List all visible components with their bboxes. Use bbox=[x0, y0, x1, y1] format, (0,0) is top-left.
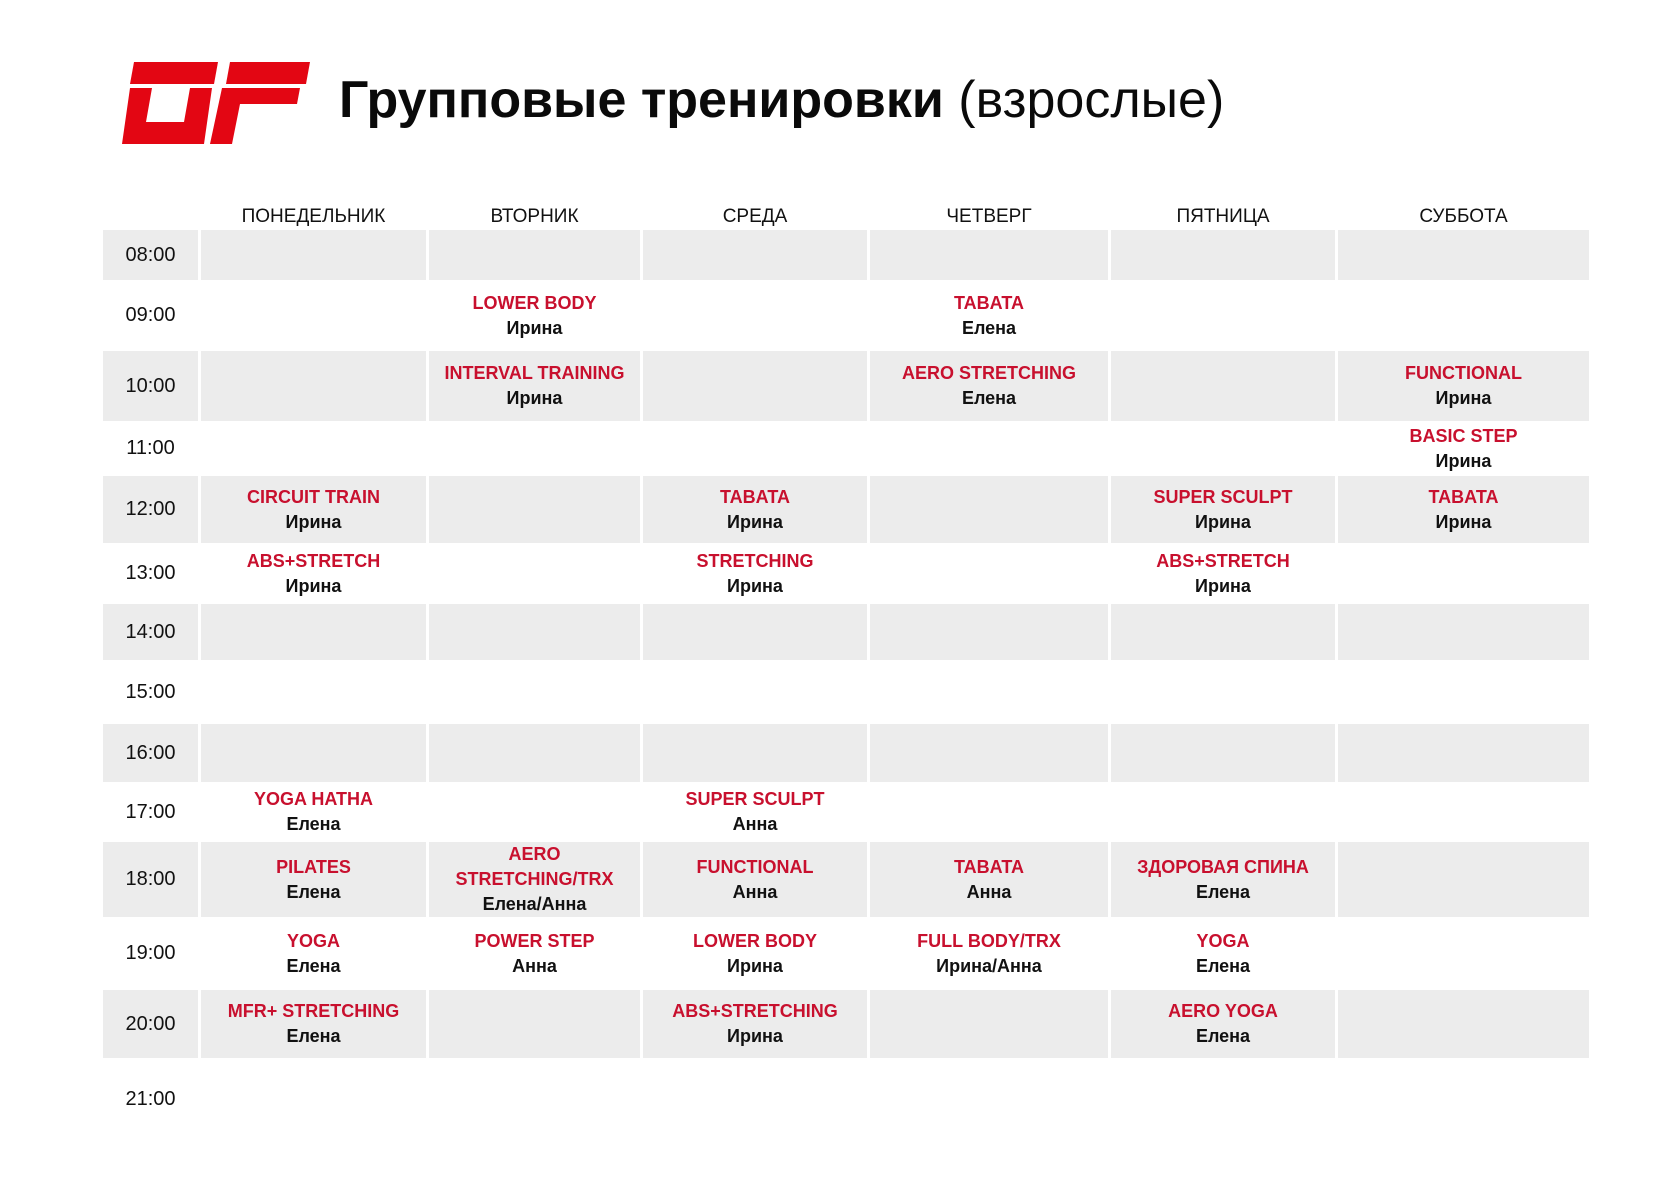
trainer-name: Елена bbox=[1195, 1026, 1251, 1046]
schedule-cell bbox=[643, 230, 867, 280]
trainer-name: Елена bbox=[1195, 955, 1251, 976]
class-name: SUPER SCULPT bbox=[1153, 486, 1293, 507]
schedule-cell[interactable] bbox=[201, 476, 426, 543]
time-slot-row bbox=[103, 782, 1589, 842]
class-name: TABATA bbox=[954, 856, 1024, 877]
schedule-cell bbox=[1338, 1058, 1589, 1141]
schedule-cell bbox=[870, 782, 1108, 842]
schedule-cell bbox=[1111, 230, 1335, 280]
schedule-cell[interactable] bbox=[1111, 476, 1335, 543]
schedule-cell bbox=[870, 543, 1108, 604]
time-label: 14:00 bbox=[103, 604, 198, 660]
trainer-name: Анна bbox=[512, 955, 557, 976]
class-name: BASIC STEP bbox=[1409, 425, 1518, 446]
class-name: TABATA bbox=[954, 292, 1024, 313]
trainer-name: Ирина bbox=[285, 575, 342, 596]
schedule-cell bbox=[1111, 1058, 1335, 1141]
schedule-cell bbox=[1338, 842, 1589, 917]
schedule-cell bbox=[643, 421, 867, 476]
schedule-cell bbox=[201, 1058, 426, 1141]
day-header: СРЕДА bbox=[722, 206, 788, 227]
trainer-name: Ирина bbox=[727, 1026, 783, 1046]
trainer-name: Елена bbox=[286, 1026, 341, 1046]
schedule-cell[interactable] bbox=[201, 990, 426, 1058]
schedule-cell bbox=[1111, 660, 1335, 724]
schedule-cell bbox=[429, 724, 640, 782]
schedule-cell bbox=[429, 476, 640, 543]
time-label: 09:00 bbox=[125, 304, 176, 326]
class-name: TABATA bbox=[1428, 486, 1499, 507]
trainer-name: Ирина bbox=[727, 511, 783, 532]
schedule-cell bbox=[429, 1058, 640, 1141]
schedule-cell bbox=[643, 351, 867, 421]
time-slot-row bbox=[103, 476, 1589, 543]
trainer-name: Анна bbox=[732, 881, 778, 902]
schedule-cell bbox=[643, 280, 867, 351]
time-label: 13:00 bbox=[125, 562, 176, 584]
time-label: 18:00 bbox=[103, 842, 198, 917]
schedule-cell bbox=[1338, 543, 1589, 604]
schedule-cell[interactable] bbox=[870, 351, 1108, 421]
class-name: POWER STEP bbox=[474, 930, 595, 951]
time-slot-row bbox=[103, 917, 1589, 990]
trainer-name: Елена/Анна bbox=[482, 894, 587, 914]
trainer-name: Ирина bbox=[1435, 450, 1492, 471]
time-label: 21:00 bbox=[125, 1088, 176, 1110]
trainer-name: Елена bbox=[1195, 881, 1251, 902]
schedule-cell[interactable] bbox=[1111, 917, 1335, 990]
class-name: ABS+STRETCHING bbox=[672, 1001, 838, 1021]
day-header: СУББОТА bbox=[1419, 206, 1508, 227]
day-header: ПОНЕДЕЛЬНИК bbox=[241, 206, 386, 227]
class-name: FULL BODY/TRX bbox=[917, 930, 1061, 951]
schedule-cell bbox=[201, 280, 426, 351]
schedule-cell[interactable] bbox=[870, 280, 1108, 351]
schedule-cell bbox=[870, 660, 1108, 724]
schedule-cell bbox=[201, 421, 426, 476]
schedule-cell bbox=[429, 543, 640, 604]
schedule-cell[interactable] bbox=[643, 842, 867, 917]
time-label: 12:00 bbox=[103, 476, 198, 543]
schedule-cell bbox=[643, 1058, 867, 1141]
time-slot-row bbox=[103, 1058, 1589, 1141]
trainer-name: Ирина bbox=[727, 575, 783, 596]
schedule-cell bbox=[1338, 280, 1589, 351]
time-slot-row bbox=[103, 230, 1589, 280]
schedule-cell[interactable] bbox=[1111, 842, 1335, 917]
trainer-name: Елена bbox=[286, 814, 341, 834]
class-name: SUPER SCULPT bbox=[685, 789, 825, 809]
time-label: 08:00 bbox=[103, 230, 198, 280]
schedule-cell bbox=[870, 421, 1108, 476]
schedule-cell[interactable] bbox=[1111, 990, 1335, 1058]
schedule-cell bbox=[1338, 782, 1589, 842]
page-title-main: Групповые тренировки bbox=[339, 71, 944, 129]
schedule-cell bbox=[870, 604, 1108, 660]
schedule-cell bbox=[429, 782, 640, 842]
time-label: 11:00 bbox=[126, 437, 175, 459]
schedule-cell[interactable] bbox=[201, 917, 426, 990]
trainer-name: Елена bbox=[961, 317, 1017, 338]
page-title bbox=[339, 66, 1224, 134]
class-name: CIRCUIT TRAIN bbox=[247, 486, 380, 507]
class-name: ABS+STRETCH bbox=[246, 550, 381, 571]
schedule-cell[interactable] bbox=[1338, 421, 1589, 476]
schedule-cell[interactable] bbox=[201, 543, 426, 604]
trainer-name: Ирина bbox=[1435, 388, 1492, 408]
time-slot-row bbox=[103, 990, 1589, 1058]
schedule-cell[interactable] bbox=[201, 782, 426, 842]
schedule-cell[interactable] bbox=[1111, 543, 1335, 604]
schedule-cell[interactable] bbox=[643, 917, 867, 990]
class-name: FUNCTIONAL bbox=[696, 856, 814, 877]
schedule-cell bbox=[870, 724, 1108, 782]
schedule-cell[interactable] bbox=[1338, 351, 1589, 421]
schedule-cell[interactable] bbox=[643, 782, 867, 842]
schedule-header bbox=[103, 198, 1589, 230]
trainer-name: Ирина bbox=[285, 511, 342, 532]
schedule-cell[interactable] bbox=[429, 351, 640, 421]
schedule-cell bbox=[1338, 660, 1589, 724]
time-slot-row bbox=[103, 660, 1589, 724]
schedule-cell bbox=[1338, 724, 1589, 782]
class-name: INTERVAL TRAINING bbox=[444, 363, 625, 383]
schedule-cell bbox=[1338, 990, 1589, 1058]
time-label: 20:00 bbox=[103, 990, 198, 1058]
class-name: AERO STRETCHING bbox=[901, 363, 1076, 383]
schedule-cell bbox=[870, 990, 1108, 1058]
page-title-suffix: (взрослые) bbox=[958, 71, 1225, 129]
schedule-cell bbox=[201, 660, 426, 724]
schedule-cell[interactable] bbox=[870, 842, 1108, 917]
time-label: 17:00 bbox=[125, 800, 176, 823]
class-name: AERO YOGA bbox=[1168, 1001, 1278, 1021]
schedule-table bbox=[100, 198, 1592, 1141]
schedule-cell bbox=[643, 660, 867, 724]
brand-logo bbox=[122, 62, 310, 144]
schedule-cell bbox=[870, 476, 1108, 543]
trainer-name: Ирина bbox=[1195, 511, 1251, 532]
schedule-cell bbox=[1111, 421, 1335, 476]
schedule-cell bbox=[429, 990, 640, 1058]
trainer-name: Ирина/Анна bbox=[936, 955, 1042, 976]
schedule-cell bbox=[201, 230, 426, 280]
time-slot-row bbox=[103, 351, 1589, 421]
trainer-name: Ирина bbox=[1435, 511, 1492, 532]
day-header: ПЯТНИЦА bbox=[1176, 206, 1270, 227]
time-label: 15:00 bbox=[125, 680, 176, 703]
trainer-name: Елена bbox=[286, 881, 341, 902]
schedule-cell bbox=[429, 604, 640, 660]
class-name: ЗДОРОВАЯ СПИНА bbox=[1137, 856, 1309, 877]
trainer-name: Ирина bbox=[727, 955, 783, 976]
time-label: 16:00 bbox=[103, 724, 198, 782]
schedule-cell bbox=[1111, 280, 1335, 351]
schedule-cell bbox=[643, 604, 867, 660]
class-name: PILATES bbox=[276, 856, 351, 877]
schedule-body bbox=[103, 230, 1589, 1141]
schedule-cell bbox=[643, 724, 867, 782]
schedule-cell bbox=[1338, 604, 1589, 660]
schedule-cell bbox=[1338, 230, 1589, 280]
schedule-cell bbox=[870, 230, 1108, 280]
class-name: STRETCHING bbox=[696, 550, 814, 571]
schedule-cell bbox=[1111, 724, 1335, 782]
trainer-name: Ирина bbox=[506, 317, 563, 338]
schedule-cell[interactable] bbox=[429, 280, 640, 351]
schedule-cell bbox=[1111, 604, 1335, 660]
trainer-name: Ирина bbox=[506, 388, 563, 408]
time-slot-row bbox=[103, 421, 1589, 476]
schedule-cell bbox=[429, 660, 640, 724]
schedule-cell bbox=[1111, 782, 1335, 842]
schedule-cell bbox=[1111, 351, 1335, 421]
time-slot-row bbox=[103, 842, 1589, 917]
class-name: AERO STRETCHING/TRX bbox=[455, 844, 614, 889]
class-name: LOWER BODY bbox=[472, 292, 597, 313]
class-name: YOGA HATHA bbox=[254, 789, 373, 809]
class-name: FUNCTIONAL bbox=[1405, 363, 1522, 383]
schedule-cell bbox=[429, 230, 640, 280]
time-slot-row bbox=[103, 724, 1589, 782]
class-name: LOWER BODY bbox=[693, 930, 817, 951]
schedule-cell[interactable] bbox=[201, 842, 426, 917]
time-slot-row bbox=[103, 604, 1589, 660]
class-name: MFR+ STRETCHING bbox=[227, 1001, 400, 1021]
time-slot-row bbox=[103, 280, 1589, 351]
schedule-cell bbox=[201, 604, 426, 660]
time-column-header bbox=[103, 198, 198, 230]
class-name: YOGA bbox=[1196, 930, 1250, 951]
schedule-cell bbox=[429, 421, 640, 476]
day-header: ЧЕТВЕРГ bbox=[946, 206, 1032, 227]
schedule-cell bbox=[870, 1058, 1108, 1141]
schedule-cell[interactable] bbox=[643, 543, 867, 604]
trainer-name: Ирина bbox=[1195, 575, 1251, 596]
schedule-cell[interactable] bbox=[429, 842, 640, 917]
time-slot-row bbox=[103, 543, 1589, 604]
class-name: YOGA bbox=[286, 930, 340, 951]
time-label: 19:00 bbox=[125, 942, 176, 964]
schedule-cell bbox=[201, 724, 426, 782]
class-name: ABS+STRETCH bbox=[1156, 550, 1290, 571]
trainer-name: Елена bbox=[961, 388, 1017, 408]
day-header-row bbox=[103, 198, 1589, 230]
schedule-cell[interactable] bbox=[429, 917, 640, 990]
schedule-cell bbox=[201, 351, 426, 421]
class-name: TABATA bbox=[720, 486, 790, 507]
trainer-name: Анна bbox=[966, 881, 1012, 902]
schedule-cell[interactable] bbox=[870, 917, 1108, 990]
time-label: 10:00 bbox=[103, 351, 198, 421]
trainer-name: Анна bbox=[732, 814, 778, 834]
schedule-cell[interactable] bbox=[643, 990, 867, 1058]
schedule-cell[interactable] bbox=[643, 476, 867, 543]
schedule-cell bbox=[1338, 917, 1589, 990]
trainer-name: Елена bbox=[286, 955, 341, 976]
schedule-cell[interactable] bbox=[1338, 476, 1589, 543]
day-header: ВТОРНИК bbox=[490, 206, 579, 227]
